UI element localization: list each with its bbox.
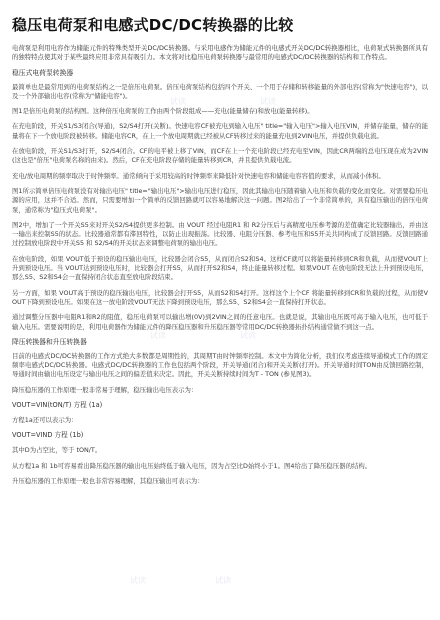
paragraph: 目前的电感式DC/DC转换器的工作方式绝大多数都是周期性的，其周期T由时钟频率控制。本文中为简化分析，我们仅考虑连续导通模式工作的固定频率电感式DC/DC转换器。电感式DC/DC转换器的工作也包括两个阶段，开关导通(闭合)和开关关断(打开)。开关导通时间TON由反馈回路控制，导通时间由输出电压设定与输出电压之间的偏差值来决定。因此，开关关断持续时间为T - TON (参见图3)。 xyxy=(12,351,428,379)
paragraph: 图2中，增加了一个开关S5来对开关S2/S4提供更多控制。由 VOUT 经过电阻R1 和 R2分压后与高精度电压参考源的差值确定比较器输出，并由这一输出来控制S5的状态。比较器通常都有滞回特性，以防止出现振荡。比较器、电阻分压器、参考电压和S5开关共同构成了反馈回路。反馈回路通过控制放电阶段中开关S5 和 S2/S4的开关状态来调整电荷泵的输出电压。 xyxy=(12,220,428,248)
paragraph: 另一方面，如果 VOUT高于预设的稳压输出电压，比较器会打开S5，从而S2和S4打开。这样这个上个CF 将能量转移到CR和负载的过程，从而使VOUT下降到预设电压。如果在这一放电阶段VOUT无法下降到预设电压，那么S5、S2和S4会一直保持打开状态。 xyxy=(12,288,428,306)
paragraph: 降压稳压器的工作原理一般非常易于理解，稳压输出电压表示为： xyxy=(12,385,198,394)
paragraph: 图1所示简单倍压电荷泵没有对输出电压" title="输出电压">输出电压进行稳压，因此其输出电压随着输入电压和负载的变化而变化。对需要稳压电源的应用，这并不合适。然而，只需要增加一个简单的反馈回路就可以容易地解决这一问题。图2给出了一个非常简单的，具有稳压输出的倍压电荷泵，通常称为"稳压式电荷泵"。 xyxy=(12,186,428,214)
paragraph: 通过调整分压器中电阻R1和R2的阻值，稳压电荷泵可以输出增(0V)到2VIN之间的任意电压。也就是说，其输出电压既可高于输入电压，也可低于输入电压。需要说明的是，利用电荷器作为储能元件的降压稳压器和升压稳压器等常用DC/DC转换器拓扑结构通常做不到这一点。 xyxy=(12,313,428,331)
paragraph: 方程1a还可以表示为： xyxy=(12,416,78,425)
section-heading-charge-pump: 稳压式电荷泵转换器 xyxy=(12,68,74,77)
equation-1a: VOUT=VIN(tON/T) 方程 (1a) xyxy=(12,401,103,410)
paragraph: 升压稳压器的工作原理一般也非常容易理解，其稳压输出可表示为： xyxy=(12,476,204,485)
watermark: 试读 xyxy=(240,331,256,340)
paragraph: 在充电阶段，开关S1/S3闭合(导通)，S2/S4打开(关断)。快速电容CF被充电到输入电压" title="输入电压">输入电压VIN，并储存能量，储存的能量将在下一个放电阶段被转移。储能电容CR，在上一个放电周期就已经被从CF转移过来的能量充电到2VIN电压，并提供负载电流。 xyxy=(12,122,428,140)
watermark: 试读 xyxy=(150,331,166,340)
paragraph: 充电/放电周期的频率取决于时钟频率。通常倾向于采用较高的时钟频率来降低针对快速电容和储能电容容值的要求，从而减小体积。 xyxy=(12,171,385,180)
watermark: 试读 xyxy=(215,576,231,585)
watermark: 试读 xyxy=(130,576,146,585)
paragraph: 图1是倍压电荷泵的结构图。这种倍压电荷泵的工作由两个阶段组成——充电(能量储存)和放电(能量转移)。 xyxy=(12,107,314,116)
page-title: 稳压电荷泵和电感式DC/DC转换器的比较 xyxy=(12,16,294,34)
intro-paragraph: 电荷泵是利用电容作为储能元件的特殊类型开关DC/DC转换器。与采用电感作为储能元件的电感式开关DC/DC转换器相比，电荷泵式转换器所具有的独特特点使其对于某些最终应用非常具有吸引力。本文将对比稳压电荷泵转换器与最常用的电感式DC/DC转换器的结构和工作特点。 xyxy=(12,44,428,62)
watermark: 试读 xyxy=(260,97,276,106)
paragraph: 从方程1a 和 1b可容易看出降压稳压器的输出电压始终低于输入电压，因为占空比D始终小于1。图4给出了降压稳压器的结构。 xyxy=(12,461,372,470)
watermark: 试读 xyxy=(170,97,186,106)
paragraph: 其中D为占空比，等于 tON/T。 xyxy=(12,446,102,455)
paragraph: 在放电阶段，开关S1/S3打开，S2/S4闭合。CF的电平被上移了VIN，而CF在上一个充电阶段已经充电至VIN，因此CR两端的总电压现在成为2VIN(这也是"倍压"电荷泵名称的由来)。然后，CF在充电阶段存储的能量转移到CR，并且提供负载电流。 xyxy=(12,147,428,165)
paragraph: 最简单也是最常用到的电荷泵结构之一是倍压电荷泵。倍压电荷泵结构包括四个开关、一个用于存储和转移能量的外部电容(常称为"快速电容")，以及一个外部输出电容(常称为"储能电容")。 xyxy=(12,82,428,100)
paragraph: 在放电阶段，如果 VOUT低于预设的稳压输出电压，比较器会闭合S5，从而闭合S2和S4。这样CF就可以将能量转移到CR和负载，从而使VOUT上升到预设电压。当 VOUT达到预设电压时，比较器会打开S5，从而打开S2和S4，终止能量转移过程。如果VOUT 在放电阶段无法上升到预设电压，那么S5、S2和S4会一直保持闭合状态直至放电阶段结束。 xyxy=(12,254,428,282)
equation-1b: VOUT=VIND 方程 (1b) xyxy=(12,431,84,440)
section-heading-buck-boost: 降压转换器和升压转换器 xyxy=(12,337,87,346)
